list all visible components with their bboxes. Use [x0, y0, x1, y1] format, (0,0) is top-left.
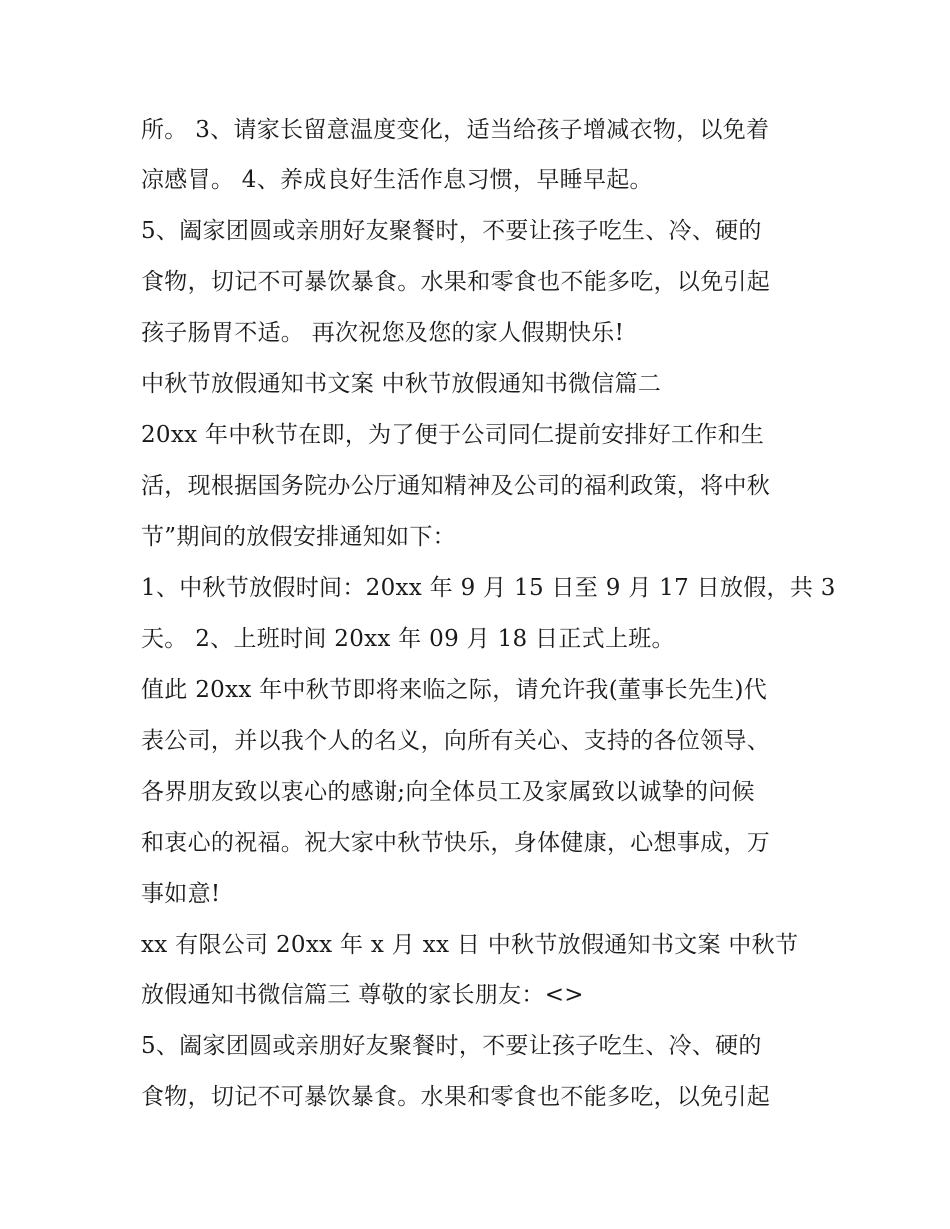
text-line: 和衷心的祝福。祝大家中秋节快乐，身体健康，心想事成，万: [141, 830, 771, 856]
text-line: 各界朋友致以衷心的感谢;向全体员工及家属致以诚挚的问候: [141, 779, 755, 805]
text-line: 活，现根据国务院办公厅通知精神及公司的福利政策，将中秋: [141, 473, 771, 499]
text-line: 天。 2、上班时间 20xx 年 09 月 18 日正式上班。: [141, 626, 675, 652]
text-line: 5、阖家团圆或亲朋好友聚餐时，不要让孩子吃生、冷、硬的: [141, 218, 762, 244]
text-line: 凉感冒。 4、养成良好生活作息习惯，早睡早起。: [141, 167, 653, 193]
text-line: 5、阖家团圆或亲朋好友聚餐时，不要让孩子吃生、冷、硬的: [141, 1033, 762, 1059]
text-line: xx 有限公司 20xx 年 x 月 xx 日 中秋节放假通知书文案 中秋节: [141, 932, 799, 958]
text-line: 节”期间的放假安排通知如下：: [141, 524, 456, 550]
text-line: 值此 20xx 年中秋节即将来临之际，请允许我(董事长先生)代: [141, 677, 768, 703]
text-line: 食物，切记不可暴饮暴食。水果和零食也不能多吃，以免引起: [141, 269, 771, 295]
text-line: 食物，切记不可暴饮暴食。水果和零食也不能多吃，以免引起: [141, 1084, 771, 1110]
text-line: 所。 3、请家长留意温度变化，适当给孩子增减衣物，以免着: [141, 117, 770, 143]
section-heading: 中秋节放假通知书文案 中秋节放假通知书微信篇二: [141, 371, 662, 397]
text-line: 事如意!: [141, 881, 221, 907]
text-line: 表公司，并以我个人的名义，向所有关心、支持的各位领导、: [141, 728, 771, 754]
text-line: 放假通知书微信篇三 尊敬的家长朋友：<>: [141, 982, 584, 1008]
text-line: 20xx 年中秋节在即，为了便于公司同仁提前安排好工作和生: [141, 422, 765, 448]
text-line: 孩子肠胃不适。 再次祝您及您的家人假期快乐!: [141, 320, 625, 346]
text-line: 1、中秋节放假时间：20xx 年 9 月 15 日至 9 月 17 日放假，共 3: [141, 575, 836, 601]
